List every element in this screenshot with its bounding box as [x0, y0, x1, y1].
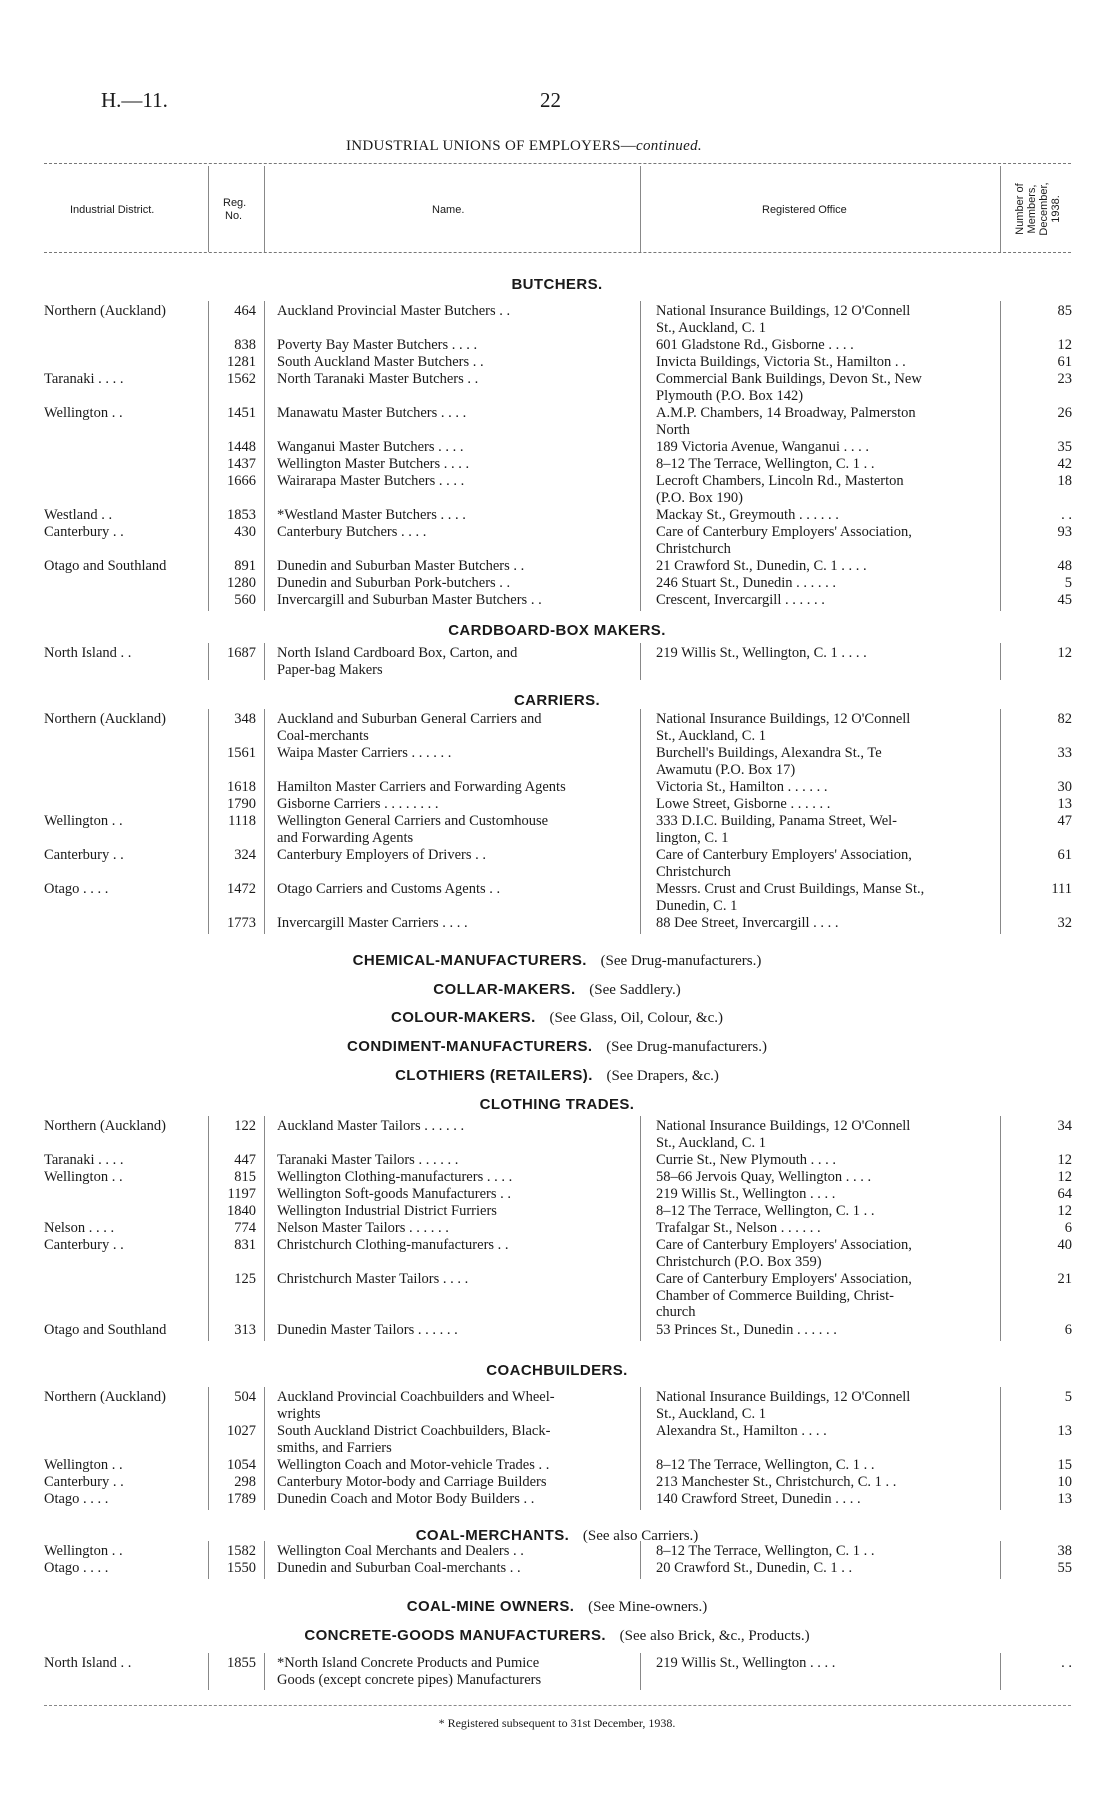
section-heading: CARDBOARD-BOX MAKERS.: [448, 622, 666, 639]
member-count: 12: [1057, 1203, 1072, 1219]
reg-number: 1054: [227, 1457, 256, 1473]
union-name-cont: Paper-bag Makers: [277, 661, 383, 678]
registered-office: Lecroft Chambers, Lincoln Rd., Masterton: [656, 473, 904, 489]
registered-office-cont: church: [656, 1304, 696, 1321]
union-name: Wellington Soft-goods Manufacturers . .: [277, 1186, 512, 1202]
registered-office: 21 Crawford St., Dunedin, C. 1 . . . .: [656, 558, 867, 574]
column-header-reg-no: No.: [225, 210, 243, 222]
reg-number: 298: [234, 1474, 256, 1490]
document-code: H.—11.: [101, 88, 168, 112]
col-divider: [1000, 1387, 1001, 1510]
reg-number: 838: [234, 337, 256, 353]
industrial-district: Wellington . .: [44, 405, 123, 421]
section-heading: COACHBUILDERS.: [486, 1362, 628, 1379]
union-name: Wellington Coal Merchants and Dealers . .: [277, 1543, 524, 1559]
member-count: 15: [1057, 1457, 1072, 1473]
section-heading: CARRIERS.: [513, 692, 601, 709]
member-count: 5: [1064, 575, 1072, 591]
reg-number: 1550: [227, 1560, 256, 1576]
union-name: Canterbury Employers of Drivers . .: [277, 847, 486, 863]
member-count: 47: [1057, 813, 1072, 829]
union-name: Otago Carriers and Customs Agents . .: [277, 881, 501, 897]
col-divider: [264, 1387, 265, 1510]
reg-number: 447: [234, 1152, 256, 1168]
industrial-district: Taranaki . . . .: [44, 1152, 124, 1168]
member-count: 6: [1064, 1322, 1072, 1338]
registered-office: Commercial Bank Buildings, Devon St., New: [656, 371, 922, 387]
registered-office: Care of Canterbury Employers' Association,: [656, 524, 912, 540]
reg-number: 1280: [227, 575, 256, 591]
industrial-district: Wellington . .: [44, 1169, 123, 1185]
registered-office: Invicta Buildings, Victoria St., Hamilton . .: [656, 354, 906, 370]
member-count: 111: [1051, 881, 1072, 897]
union-name: Wellington General Carriers and Customhouse: [277, 813, 549, 829]
member-count: 21: [1057, 1271, 1072, 1287]
union-name-cont: smiths, and Farriers: [277, 1439, 392, 1456]
section-heading: CLOTHIERS (RETAILERS). (See Drapers, &c.): [395, 1067, 719, 1084]
union-name: Wellington Industrial District Furriers: [277, 1203, 497, 1219]
registered-office: National Insurance Buildings, 12 O'Connell: [656, 1389, 911, 1405]
industrial-district: Otago and Southland: [44, 1322, 167, 1338]
union-name: Dunedin Master Tailors . . . . . .: [277, 1322, 458, 1338]
registered-office: 219 Willis St., Wellington . . . .: [656, 1186, 836, 1202]
union-name: Auckland Master Tailors . . . . . .: [277, 1118, 465, 1134]
col-divider: [640, 301, 641, 611]
col-divider: [640, 1387, 641, 1510]
section-heading: BUTCHERS.: [511, 276, 603, 293]
reg-number: 1197: [227, 1186, 256, 1202]
union-name: Manawatu Master Butchers . . . .: [277, 405, 467, 421]
member-count: 55: [1057, 1560, 1072, 1576]
industrial-district: Otago . . . .: [44, 1560, 109, 1576]
footnote: * Registered subsequent to 31st December, 1938.: [438, 1716, 676, 1730]
footer-rule: [44, 1705, 1071, 1706]
registered-office: Care of Canterbury Employers' Association,: [656, 1237, 912, 1253]
registered-office-cont: Dunedin, C. 1: [656, 897, 738, 914]
col-divider: [264, 1541, 265, 1579]
union-name: Dunedin and Suburban Coal-merchants . .: [277, 1560, 521, 1576]
reg-number: 430: [234, 524, 256, 540]
member-count: 12: [1057, 1169, 1072, 1185]
industrial-district: Northern (Auckland): [44, 303, 166, 319]
col-divider: [640, 1541, 641, 1579]
union-name: Wellington Clothing-manufacturers . . . .: [277, 1169, 513, 1185]
union-name: Nelson Master Tailors . . . . . .: [277, 1220, 449, 1236]
registered-office: Trafalgar St., Nelson . . . . . .: [656, 1220, 821, 1236]
col-divider: [1000, 301, 1001, 611]
reg-number: 1027: [227, 1423, 256, 1439]
column-header-name: Name.: [432, 204, 465, 216]
member-count: 5: [1064, 1389, 1072, 1405]
registered-office: 219 Willis St., Wellington, C. 1 . . . .: [656, 645, 867, 661]
registered-office-cont: Christchurch: [656, 863, 731, 880]
union-name-cont: Goods (except concrete pipes) Manufacturers: [277, 1671, 542, 1688]
registered-office-cont: St., Auckland, C. 1: [656, 1134, 766, 1151]
member-count: 26: [1057, 405, 1072, 421]
union-name: *North Island Concrete Products and Pumice: [277, 1655, 540, 1671]
col-divider: [264, 301, 265, 611]
member-count: . .: [1061, 507, 1072, 523]
col-divider: [208, 166, 209, 252]
member-count: 6: [1064, 1220, 1072, 1236]
member-count: 93: [1057, 524, 1072, 540]
industrial-district: Otago and Southland: [44, 558, 167, 574]
reg-number: 1561: [227, 745, 256, 761]
reg-number: 831: [234, 1237, 256, 1253]
industrial-district: Otago . . . .: [44, 881, 109, 897]
member-count: 23: [1057, 371, 1072, 387]
registered-office-cont: St., Auckland, C. 1: [656, 727, 766, 744]
column-header-reg: Reg.: [223, 197, 247, 209]
union-name-cont: wrights: [277, 1405, 321, 1422]
registered-office: Burchell's Buildings, Alexandra St., Te: [656, 745, 882, 761]
member-count: 10: [1057, 1474, 1072, 1490]
registered-office: Currie St., New Plymouth . . . .: [656, 1152, 837, 1168]
member-count: 38: [1057, 1543, 1072, 1559]
industrial-district: Canterbury . .: [44, 1474, 124, 1490]
member-count: 18: [1057, 473, 1072, 489]
column-header-members: Number of Members, December, 1938.: [1014, 182, 1062, 236]
col-divider: [208, 709, 209, 934]
registered-office: 601 Gladstone Rd., Gisborne . . . .: [656, 337, 854, 353]
union-name: Wellington Master Butchers . . . .: [277, 456, 470, 472]
registered-office-cont: Christchurch: [656, 540, 731, 557]
union-name-cont: Coal-merchants: [277, 727, 369, 744]
registered-office-cont: St., Auckland, C. 1: [656, 319, 766, 336]
union-name: Wellington Coach and Motor-vehicle Trades . .: [277, 1457, 550, 1473]
union-name-cont: and Forwarding Agents: [277, 829, 414, 846]
page-title: INDUSTRIAL UNIONS OF EMPLOYERS—continued.: [346, 138, 702, 154]
col-divider: [208, 1541, 209, 1579]
registered-office-cont: lington, C. 1: [656, 829, 729, 846]
reg-number: 560: [234, 592, 256, 608]
col-divider: [640, 643, 641, 680]
reg-number: 1281: [227, 354, 256, 370]
member-count: 12: [1057, 1152, 1072, 1168]
section-heading: COLLAR-MAKERS. (See Saddlery.): [433, 981, 681, 998]
union-name: Canterbury Butchers . . . .: [277, 524, 427, 540]
col-divider: [1000, 1653, 1001, 1690]
col-divider: [1000, 709, 1001, 934]
registered-office: 333 D.I.C. Building, Panama Street, Wel-: [656, 813, 898, 829]
section-heading: CONCRETE-GOODS MANUFACTURERS. (See also Brick, &c., Products.): [304, 1627, 810, 1644]
col-divider: [264, 1653, 265, 1690]
registered-office: Victoria St., Hamilton . . . . . .: [656, 779, 828, 795]
col-divider: [1000, 1541, 1001, 1579]
union-name: South Auckland Master Butchers . .: [277, 354, 484, 370]
section-heading: COLOUR-MAKERS. (See Glass, Oil, Colour, &c.): [390, 1009, 723, 1026]
section-heading: COAL-MINE OWNERS. (See Mine-owners.): [406, 1598, 708, 1615]
reg-number: 1687: [227, 645, 256, 661]
industrial-district: Otago . . . .: [44, 1491, 109, 1507]
reg-number: 1789: [227, 1491, 256, 1507]
union-name: Christchurch Clothing-manufacturers . .: [277, 1237, 509, 1253]
member-count: 42: [1057, 456, 1072, 472]
registered-office: National Insurance Buildings, 12 O'Connell: [656, 1118, 911, 1134]
registered-office-cont: Chamber of Commerce Building, Christ-: [656, 1287, 895, 1304]
member-count: 40: [1057, 1237, 1072, 1253]
registered-office: Crescent, Invercargill . . . . . .: [656, 592, 825, 608]
registered-office: 58–66 Jervois Quay, Wellington . . . .: [656, 1169, 872, 1185]
industrial-district: Wellington . .: [44, 813, 123, 829]
member-count: 13: [1057, 796, 1072, 812]
reg-number: 774: [234, 1220, 256, 1236]
registered-office: National Insurance Buildings, 12 O'Connell: [656, 303, 911, 319]
union-name: Dunedin and Suburban Master Butchers . .: [277, 558, 525, 574]
registered-office: 88 Dee Street, Invercargill . . . .: [656, 915, 839, 931]
registered-office: 8–12 The Terrace, Wellington, C. 1 . .: [656, 1543, 875, 1559]
union-name: Poverty Bay Master Butchers . . . .: [277, 337, 478, 353]
industrial-district: Nelson . . . .: [44, 1220, 115, 1236]
col-divider: [208, 1387, 209, 1510]
section-heading: CLOTHING TRADES.: [479, 1096, 635, 1113]
top-rule: [44, 163, 1071, 164]
registered-office: 246 Stuart St., Dunedin . . . . . .: [656, 575, 837, 591]
registered-office: National Insurance Buildings, 12 O'Connell: [656, 711, 911, 727]
member-count: 13: [1057, 1423, 1072, 1439]
union-name: Invercargill and Suburban Master Butchers . .: [277, 592, 542, 608]
union-name: *Westland Master Butchers . . . .: [277, 507, 466, 523]
reg-number: 324: [234, 847, 256, 863]
reg-number: 1472: [227, 881, 256, 897]
member-count: 32: [1057, 915, 1072, 931]
col-divider: [1000, 1116, 1001, 1341]
member-count: . .: [1061, 1655, 1072, 1671]
registered-office: Care of Canterbury Employers' Association,: [656, 1271, 912, 1287]
industrial-district: Wellington . .: [44, 1457, 123, 1473]
union-name: North Island Cardboard Box, Carton, and: [277, 645, 518, 661]
member-count: 64: [1057, 1186, 1072, 1202]
industrial-district: Canterbury . .: [44, 524, 124, 540]
reg-number: 348: [234, 711, 256, 727]
reg-number: 1855: [227, 1655, 256, 1671]
col-divider: [264, 166, 265, 252]
reg-number: 1790: [227, 796, 256, 812]
registered-office-cont: North: [656, 421, 690, 438]
union-name: Auckland and Suburban General Carriers and: [277, 711, 542, 727]
col-divider: [208, 301, 209, 611]
section-heading: CONDIMENT-MANUFACTURERS. (See Drug-manufacturers.): [347, 1038, 767, 1055]
column-header-office: Registered Office: [762, 204, 847, 216]
industrial-district: Northern (Auckland): [44, 1118, 166, 1134]
registered-office-cont: St., Auckland, C. 1: [656, 1405, 766, 1422]
registered-office: 8–12 The Terrace, Wellington, C. 1 . .: [656, 1457, 875, 1473]
union-name: Dunedin and Suburban Pork-butchers . .: [277, 575, 511, 591]
col-divider: [264, 1116, 265, 1341]
col-divider: [640, 709, 641, 934]
col-divider: [640, 1653, 641, 1690]
registered-office: Mackay St., Greymouth . . . . . .: [656, 507, 839, 523]
registered-office: 8–12 The Terrace, Wellington, C. 1 . .: [656, 456, 875, 472]
member-count: 12: [1057, 645, 1072, 661]
member-count: 48: [1057, 558, 1072, 574]
reg-number: 1118: [228, 813, 256, 829]
registered-office: Messrs. Crust and Crust Buildings, Manse St.,: [656, 881, 925, 897]
union-name: Hamilton Master Carriers and Forwarding Agents: [277, 779, 566, 795]
member-count: 30: [1057, 779, 1072, 795]
industrial-district: Wellington . .: [44, 1543, 123, 1559]
registered-office: Lowe Street, Gisborne . . . . . .: [656, 796, 831, 812]
header-bottom-rule: [44, 252, 1071, 253]
member-count: 12: [1057, 337, 1072, 353]
industrial-district: North Island . .: [44, 645, 132, 661]
col-divider: [264, 643, 265, 680]
union-name: North Taranaki Master Butchers . .: [277, 371, 479, 387]
registered-office: 213 Manchester St., Christchurch, C. 1 . .: [656, 1474, 897, 1490]
col-divider: [208, 1116, 209, 1341]
union-name: Gisborne Carriers . . . . . . . .: [277, 796, 439, 812]
member-count: 61: [1057, 354, 1072, 370]
registered-office-cont: Awamutu (P.O. Box 17): [656, 761, 796, 778]
member-count: 85: [1057, 303, 1072, 319]
reg-number: 1437: [227, 456, 256, 472]
col-divider: [208, 643, 209, 680]
registered-office: 53 Princes St., Dunedin . . . . . .: [656, 1322, 837, 1338]
union-name: Wairarapa Master Butchers . . . .: [277, 473, 465, 489]
member-count: 35: [1057, 439, 1072, 455]
member-count: 61: [1057, 847, 1072, 863]
reg-number: 313: [234, 1322, 256, 1338]
union-name: Christchurch Master Tailors . . . .: [277, 1271, 469, 1287]
union-name: Wanganui Master Butchers . . . .: [277, 439, 464, 455]
industrial-district: Taranaki . . . .: [44, 371, 124, 387]
union-name: South Auckland District Coachbuilders, Black-: [277, 1423, 551, 1439]
industrial-district: North Island . .: [44, 1655, 132, 1671]
industrial-district: Westland . .: [44, 507, 113, 523]
industrial-district: Northern (Auckland): [44, 1389, 166, 1405]
section-heading: CHEMICAL-MANUFACTURERS. (See Drug-manufacturers.): [352, 952, 762, 969]
registered-office: 20 Crawford St., Dunedin, C. 1 . .: [656, 1560, 853, 1576]
section-heading: COAL-MERCHANTS. (See also Carriers.): [415, 1527, 699, 1544]
col-divider: [640, 1116, 641, 1341]
reg-number: 1448: [227, 439, 256, 455]
col-divider: [1000, 643, 1001, 680]
registered-office-cont: Christchurch (P.O. Box 359): [656, 1253, 822, 1270]
union-name: Canterbury Motor-body and Carriage Builders: [277, 1474, 547, 1490]
member-count: 34: [1057, 1118, 1072, 1134]
reg-number: 891: [234, 558, 256, 574]
reg-number: 1562: [227, 371, 256, 387]
reg-number: 1451: [227, 405, 256, 421]
member-count: 13: [1057, 1491, 1072, 1507]
reg-number: 464: [234, 303, 256, 319]
union-name: Auckland Provincial Coachbuilders and Wheel-: [277, 1389, 555, 1405]
registered-office: Care of Canterbury Employers' Association,: [656, 847, 912, 863]
col-divider: [264, 709, 265, 934]
reg-number: 1666: [227, 473, 256, 489]
industrial-district: Canterbury . .: [44, 847, 124, 863]
member-count: 45: [1057, 592, 1072, 608]
registered-office: 140 Crawford Street, Dunedin . . . .: [656, 1491, 861, 1507]
registered-office: A.M.P. Chambers, 14 Broadway, Palmerston: [656, 405, 916, 421]
member-count: 82: [1057, 711, 1072, 727]
union-name: Dunedin Coach and Motor Body Builders . .: [277, 1491, 535, 1507]
registered-office-cont: (P.O. Box 190): [656, 489, 744, 506]
reg-number: 1840: [227, 1203, 256, 1219]
registered-office: 219 Willis St., Wellington . . . .: [656, 1655, 836, 1671]
reg-number: 815: [234, 1169, 256, 1185]
industrial-district: Northern (Auckland): [44, 711, 166, 727]
union-name: Invercargill Master Carriers . . . .: [277, 915, 468, 931]
registered-office: 8–12 The Terrace, Wellington, C. 1 . .: [656, 1203, 875, 1219]
reg-number: 125: [234, 1271, 256, 1287]
page-number: 22: [540, 88, 561, 112]
col-divider: [1000, 166, 1001, 252]
registered-office: 189 Victoria Avenue, Wanganui . . . .: [656, 439, 870, 455]
registered-office: Alexandra St., Hamilton . . . .: [656, 1423, 827, 1439]
member-count: 33: [1057, 745, 1072, 761]
union-name: Auckland Provincial Master Butchers . .: [277, 303, 511, 319]
registered-office-cont: Plymouth (P.O. Box 142): [656, 387, 804, 404]
reg-number: 1853: [227, 507, 256, 523]
col-divider: [640, 166, 641, 252]
reg-number: 1618: [227, 779, 256, 795]
union-name: Taranaki Master Tailors . . . . . .: [277, 1152, 459, 1168]
reg-number: 504: [234, 1389, 256, 1405]
reg-number: 1773: [227, 915, 256, 931]
col-divider: [208, 1653, 209, 1690]
industrial-district: Canterbury . .: [44, 1237, 124, 1253]
column-header-district: Industrial District.: [70, 204, 155, 216]
reg-number: 122: [234, 1118, 256, 1134]
reg-number: 1582: [227, 1543, 256, 1559]
union-name: Waipa Master Carriers . . . . . .: [277, 745, 452, 761]
